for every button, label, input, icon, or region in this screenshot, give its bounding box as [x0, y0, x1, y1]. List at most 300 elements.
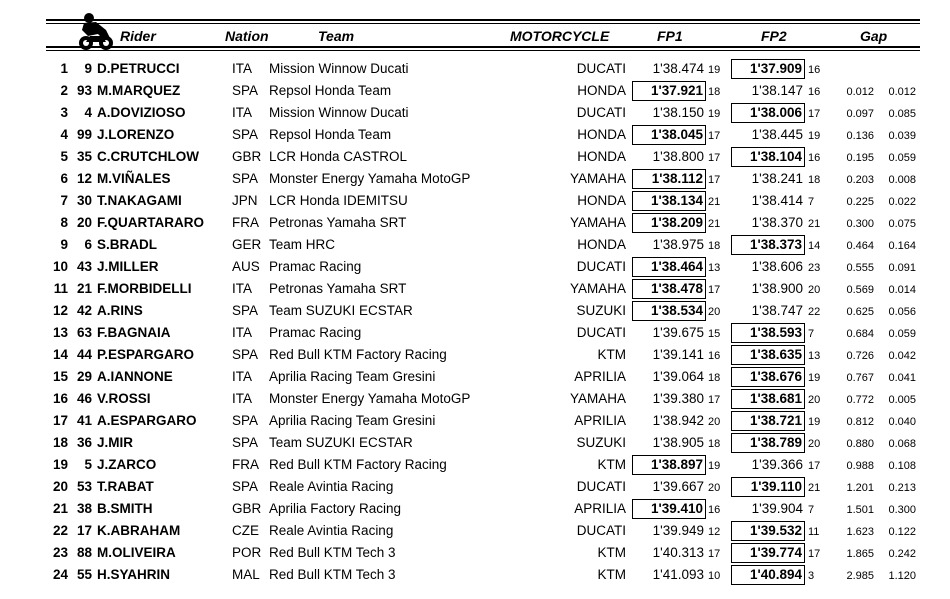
fp1-time-cell: 1'38.478 — [632, 279, 706, 299]
position-cell: 10 — [52, 259, 68, 274]
fp2-time-cell: 1'38.370 — [751, 215, 803, 230]
fp2-time-cell: 1'39.532 — [731, 521, 805, 541]
fp1-lap-cell: 13 — [708, 262, 721, 274]
nation-cell: SPA — [232, 303, 259, 318]
motorcycle-cell: KTM — [597, 347, 626, 362]
rider-name-cell: J.LORENZO — [97, 127, 175, 142]
gap-previous-cell: 0.056 — [888, 306, 916, 318]
fp1-lap-cell: 18 — [708, 372, 721, 384]
nation-cell: ITA — [232, 369, 252, 384]
rider-name-cell: H.SYAHRIN — [97, 567, 171, 582]
position-cell: 3 — [60, 105, 68, 120]
fp2-lap-cell: 20 — [808, 394, 821, 406]
header-team: Team — [318, 28, 355, 44]
fp1-time-cell: 1'38.150 — [652, 105, 704, 120]
fp1-lap-cell: 17 — [708, 152, 721, 164]
rider-name-cell: T.NAKAGAMI — [97, 193, 182, 208]
team-cell: Pramac Racing — [269, 259, 362, 274]
nation-cell: CZE — [232, 523, 259, 538]
motorcycle-cell: SUZUKI — [576, 435, 626, 450]
fp1-lap-cell: 19 — [708, 108, 721, 120]
rider-name-cell: F.BAGNAIA — [97, 325, 171, 340]
header-top-rule-thin — [46, 23, 920, 24]
fp2-lap-cell: 18 — [808, 174, 821, 186]
team-cell: LCR Honda CASTROL — [269, 149, 408, 164]
rider-name-cell: A.IANNONE — [97, 369, 173, 384]
nation-cell: FRA — [232, 457, 259, 472]
fp1-time-cell: 1'38.045 — [632, 125, 706, 145]
fp1-lap-cell: 20 — [708, 482, 721, 494]
rider-name-cell: C.CRUTCHLOW — [97, 149, 199, 164]
gap-first-cell: 0.555 — [846, 262, 874, 274]
header-rider: Rider — [120, 28, 156, 44]
fp1-time-cell: 1'38.534 — [632, 301, 706, 321]
rider-name-cell: J.MIR — [97, 435, 134, 450]
header-fp1: FP1 — [657, 28, 683, 44]
fp1-lap-cell: 17 — [708, 394, 721, 406]
gap-first-cell: 0.625 — [846, 306, 874, 318]
bike-number-cell: 21 — [76, 281, 92, 296]
position-cell: 18 — [52, 435, 68, 450]
bike-number-cell: 53 — [76, 479, 92, 494]
rider-name-cell: A.DOVIZIOSO — [97, 105, 186, 120]
bike-number-cell: 6 — [84, 237, 92, 252]
gap-first-cell: 0.136 — [846, 130, 874, 142]
fp2-lap-cell: 11 — [808, 526, 820, 538]
fp1-lap-cell: 20 — [708, 416, 721, 428]
position-cell: 8 — [60, 215, 68, 230]
fp2-lap-cell: 14 — [808, 240, 821, 252]
team-cell: Petronas Yamaha SRT — [269, 281, 407, 296]
nation-cell: SPA — [232, 171, 259, 186]
fp1-lap-cell: 21 — [708, 218, 721, 230]
rider-name-cell: S.BRADL — [97, 237, 157, 252]
fp2-lap-cell: 19 — [808, 130, 821, 142]
bike-number-cell: 38 — [76, 501, 92, 516]
motorcycle-cell: YAMAHA — [569, 215, 626, 230]
fp2-lap-cell: 16 — [808, 86, 821, 98]
fp1-time-cell: 1'38.975 — [652, 237, 704, 252]
nation-cell: JPN — [232, 193, 258, 208]
rider-name-cell: J.ZARCO — [97, 457, 157, 472]
fp1-lap-cell: 21 — [708, 196, 721, 208]
gap-first-cell: 0.880 — [846, 438, 874, 450]
gap-first-cell: 0.195 — [846, 152, 874, 164]
header-bottom-rule-thin — [46, 50, 920, 51]
team-cell: Team SUZUKI ECSTAR — [269, 435, 413, 450]
team-cell: Aprilia Racing Team Gresini — [269, 413, 436, 428]
table-row — [0, 542, 950, 564]
fp2-time-cell: 1'38.593 — [731, 323, 805, 343]
team-cell: Team SUZUKI ECSTAR — [269, 303, 413, 318]
position-cell: 6 — [60, 171, 68, 186]
table-row — [0, 102, 950, 124]
motorcycle-cell: APRILIA — [574, 369, 626, 384]
gap-first-cell: 0.225 — [846, 196, 874, 208]
rider-name-cell: M.VIÑALES — [97, 171, 171, 186]
gap-first-cell: 0.300 — [846, 218, 874, 230]
rider-name-cell: M.OLIVEIRA — [97, 545, 176, 560]
fp1-lap-cell: 16 — [708, 504, 721, 516]
nation-cell: SPA — [232, 83, 259, 98]
table-row — [0, 388, 950, 410]
fp2-lap-cell: 22 — [808, 306, 821, 318]
fp1-time-cell: 1'38.942 — [652, 413, 704, 428]
fp2-lap-cell: 7 — [808, 196, 815, 208]
team-cell: Repsol Honda Team — [269, 83, 392, 98]
fp2-lap-cell: 16 — [808, 152, 821, 164]
fp2-time-cell: 1'38.900 — [751, 281, 803, 296]
gap-first-cell: 0.464 — [846, 240, 874, 252]
fp1-lap-cell: 17 — [708, 548, 721, 560]
position-cell: 1 — [60, 61, 68, 76]
header-fp2: FP2 — [761, 28, 787, 44]
rider-name-cell: M.MARQUEZ — [97, 83, 181, 98]
header-top-rule — [46, 19, 920, 21]
gap-previous-cell: 0.300 — [888, 504, 916, 516]
fp2-lap-cell: 23 — [808, 262, 821, 274]
rider-name-cell: A.ESPARGARO — [97, 413, 197, 428]
rider-name-cell: T.RABAT — [97, 479, 154, 494]
header-bottom-rule — [46, 46, 920, 48]
nation-cell: SPA — [232, 435, 259, 450]
table-row — [0, 168, 950, 190]
fp1-lap-cell: 19 — [708, 64, 721, 76]
motorcycle-rider-icon — [76, 12, 116, 52]
table-row — [0, 124, 950, 146]
gap-first-cell: 0.684 — [846, 328, 874, 340]
nation-cell: SPA — [232, 347, 259, 362]
gap-first-cell: 0.772 — [846, 394, 874, 406]
motorcycle-cell: YAMAHA — [569, 281, 626, 296]
position-cell: 4 — [60, 127, 68, 142]
fp2-time-cell: 1'38.789 — [731, 433, 805, 453]
motorcycle-cell: KTM — [597, 567, 626, 582]
fp2-time-cell: 1'40.894 — [731, 565, 805, 585]
gap-previous-cell: 0.059 — [888, 328, 916, 340]
fp1-time-cell: 1'38.897 — [632, 455, 706, 475]
fp1-time-cell: 1'38.464 — [632, 257, 706, 277]
gap-previous-cell: 0.108 — [888, 460, 916, 472]
fp1-time-cell: 1'38.112 — [632, 169, 706, 189]
rider-name-cell: P.ESPARGARO — [97, 347, 195, 362]
bike-number-cell: 36 — [76, 435, 92, 450]
fp1-lap-cell: 15 — [708, 328, 721, 340]
team-cell: Petronas Yamaha SRT — [269, 215, 407, 230]
fp1-time-cell: 1'39.667 — [652, 479, 704, 494]
bike-number-cell: 12 — [76, 171, 92, 186]
team-cell: Red Bull KTM Factory Racing — [269, 457, 447, 472]
rider-name-cell: D.PETRUCCI — [97, 61, 180, 76]
gap-previous-cell: 0.012 — [888, 86, 916, 98]
bike-number-cell: 4 — [84, 105, 92, 120]
table-row — [0, 190, 950, 212]
gap-first-cell: 1.201 — [846, 482, 874, 494]
team-cell: Repsol Honda Team — [269, 127, 392, 142]
gap-first-cell: 1.501 — [846, 504, 874, 516]
fp2-lap-cell: 20 — [808, 438, 821, 450]
motorcycle-cell: DUCATI — [576, 479, 626, 494]
motorcycle-cell: APRILIA — [574, 413, 626, 428]
nation-cell: ITA — [232, 325, 252, 340]
fp1-time-cell: 1'38.800 — [652, 149, 704, 164]
fp2-lap-cell: 17 — [808, 108, 821, 120]
gap-previous-cell: 0.122 — [888, 526, 916, 538]
fp2-time-cell: 1'38.147 — [751, 83, 803, 98]
fp1-lap-cell: 17 — [708, 174, 721, 186]
fp1-time-cell: 1'39.949 — [652, 523, 704, 538]
fp2-lap-cell: 17 — [808, 460, 821, 472]
fp2-lap-cell: 19 — [808, 416, 821, 428]
motorcycle-cell: KTM — [597, 545, 626, 560]
gap-first-cell: 0.012 — [846, 86, 874, 98]
header-motorcycle: MOTORCYCLE — [510, 28, 610, 44]
bike-number-cell: 29 — [76, 369, 92, 384]
fp2-lap-cell: 7 — [808, 328, 815, 340]
position-cell: 5 — [60, 149, 68, 164]
fp1-time-cell: 1'38.134 — [632, 191, 706, 211]
gap-first-cell: 0.569 — [846, 284, 874, 296]
gap-previous-cell: 0.075 — [888, 218, 916, 230]
position-cell: 23 — [52, 545, 68, 560]
nation-cell: ITA — [232, 105, 252, 120]
header-gap: Gap — [860, 28, 888, 44]
nation-cell: ITA — [232, 391, 252, 406]
gap-previous-cell: 0.022 — [888, 196, 916, 208]
fp2-time-cell: 1'38.006 — [731, 103, 805, 123]
gap-previous-cell: 0.085 — [888, 108, 916, 120]
fp1-time-cell: 1'38.905 — [652, 435, 704, 450]
fp2-time-cell: 1'38.635 — [731, 345, 805, 365]
bike-number-cell: 55 — [76, 567, 92, 582]
team-cell: LCR Honda IDEMITSU — [269, 193, 408, 208]
gap-previous-cell: 0.005 — [888, 394, 916, 406]
table-row — [0, 80, 950, 102]
nation-cell: AUS — [232, 259, 260, 274]
nation-cell: SPA — [232, 479, 259, 494]
fp1-lap-cell: 20 — [708, 306, 721, 318]
fp1-lap-cell: 16 — [708, 350, 721, 362]
fp2-time-cell: 1'39.366 — [751, 457, 803, 472]
gap-first-cell: 0.812 — [846, 416, 874, 428]
team-cell: Pramac Racing — [269, 325, 362, 340]
bike-number-cell: 5 — [84, 457, 92, 472]
motorcycle-cell: DUCATI — [576, 259, 626, 274]
fp2-time-cell: 1'38.606 — [751, 259, 803, 274]
fp1-lap-cell: 18 — [708, 86, 721, 98]
team-cell: Mission Winnow Ducati — [269, 61, 409, 76]
gap-previous-cell: 0.040 — [888, 416, 916, 428]
motorcycle-cell: DUCATI — [576, 523, 626, 538]
bike-number-cell: 44 — [76, 347, 92, 362]
bike-number-cell: 88 — [76, 545, 92, 560]
position-cell: 16 — [52, 391, 68, 406]
fp2-lap-cell: 19 — [808, 372, 821, 384]
team-cell: Aprilia Factory Racing — [269, 501, 402, 516]
team-cell: Aprilia Racing Team Gresini — [269, 369, 436, 384]
team-cell: Red Bull KTM Tech 3 — [269, 545, 396, 560]
gap-previous-cell: 0.039 — [888, 130, 916, 142]
table-row — [0, 366, 950, 388]
team-cell: Red Bull KTM Tech 3 — [269, 567, 396, 582]
gap-previous-cell: 0.042 — [888, 350, 916, 362]
rider-name-cell: V.ROSSI — [97, 391, 151, 406]
gap-previous-cell: 0.068 — [888, 438, 916, 450]
gap-first-cell: 0.203 — [846, 174, 874, 186]
bike-number-cell: 63 — [76, 325, 92, 340]
rider-name-cell: B.SMITH — [97, 501, 153, 516]
rider-name-cell: A.RINS — [97, 303, 143, 318]
gap-previous-cell: 0.041 — [888, 372, 916, 384]
team-cell: Monster Energy Yamaha MotoGP — [269, 391, 471, 406]
gap-previous-cell: 1.120 — [888, 570, 916, 582]
fp2-lap-cell: 13 — [808, 350, 821, 362]
table-row — [0, 256, 950, 278]
fp1-lap-cell: 19 — [708, 460, 721, 472]
motorcycle-cell: DUCATI — [576, 105, 626, 120]
fp1-time-cell: 1'37.921 — [632, 81, 706, 101]
gap-first-cell: 0.097 — [846, 108, 874, 120]
motorcycle-cell: HONDA — [577, 149, 626, 164]
table-row — [0, 564, 950, 586]
gap-previous-cell: 0.164 — [888, 240, 916, 252]
position-cell: 24 — [52, 567, 68, 582]
motorcycle-cell: DUCATI — [576, 61, 626, 76]
fp2-time-cell: 1'38.747 — [751, 303, 803, 318]
motorcycle-cell: HONDA — [577, 193, 626, 208]
fp2-time-cell: 1'38.681 — [731, 389, 805, 409]
fp2-time-cell: 1'38.414 — [751, 193, 803, 208]
gap-previous-cell: 0.014 — [888, 284, 916, 296]
table-row — [0, 278, 950, 300]
fp2-time-cell: 1'38.373 — [731, 235, 805, 255]
bike-number-cell: 17 — [76, 523, 92, 538]
motorcycle-cell: KTM — [597, 457, 626, 472]
rider-name-cell: F.QUARTARARO — [97, 215, 204, 230]
fp2-lap-cell: 16 — [808, 64, 821, 76]
table-row — [0, 498, 950, 520]
fp2-lap-cell: 20 — [808, 284, 821, 296]
fp1-time-cell: 1'39.064 — [652, 369, 704, 384]
fp1-time-cell: 1'39.380 — [652, 391, 704, 406]
table-row — [0, 520, 950, 542]
fp1-time-cell: 1'40.313 — [652, 545, 704, 560]
bike-number-cell: 9 — [84, 61, 92, 76]
position-cell: 15 — [52, 369, 68, 384]
nation-cell: ITA — [232, 61, 252, 76]
table-row — [0, 476, 950, 498]
team-cell: Reale Avintia Racing — [269, 479, 394, 494]
nation-cell: SPA — [232, 413, 259, 428]
fp1-lap-cell: 12 — [708, 526, 721, 538]
position-cell: 22 — [52, 523, 68, 538]
nation-cell: GBR — [232, 501, 262, 516]
gap-previous-cell: 0.091 — [888, 262, 916, 274]
gap-first-cell: 0.767 — [846, 372, 874, 384]
motorcycle-cell: YAMAHA — [569, 171, 626, 186]
fp1-lap-cell: 17 — [708, 130, 721, 142]
fp2-time-cell: 1'38.721 — [731, 411, 805, 431]
position-cell: 17 — [52, 413, 68, 428]
team-cell: Monster Energy Yamaha MotoGP — [269, 171, 471, 186]
nation-cell: POR — [232, 545, 262, 560]
table-row — [0, 234, 950, 256]
gap-first-cell: 1.865 — [846, 548, 874, 560]
gap-first-cell: 2.985 — [846, 570, 874, 582]
motorcycle-cell: YAMAHA — [569, 391, 626, 406]
rider-name-cell: F.MORBIDELLI — [97, 281, 192, 296]
bike-number-cell: 99 — [76, 127, 92, 142]
bike-number-cell: 20 — [76, 215, 92, 230]
gap-previous-cell: 0.008 — [888, 174, 916, 186]
fp1-time-cell: 1'38.209 — [632, 213, 706, 233]
motorcycle-cell: DUCATI — [576, 325, 626, 340]
table-row — [0, 146, 950, 168]
motorcycle-cell: APRILIA — [574, 501, 626, 516]
motorcycle-cell: HONDA — [577, 83, 626, 98]
fp2-time-cell: 1'39.110 — [731, 477, 805, 497]
bike-number-cell: 43 — [76, 259, 92, 274]
position-cell: 21 — [52, 501, 68, 516]
table-row — [0, 58, 950, 80]
fp2-time-cell: 1'38.676 — [731, 367, 805, 387]
position-cell: 2 — [60, 83, 68, 98]
fp2-time-cell: 1'37.909 — [731, 59, 805, 79]
fp2-time-cell: 1'38.104 — [731, 147, 805, 167]
fp2-lap-cell: 21 — [808, 218, 821, 230]
bike-number-cell: 42 — [76, 303, 92, 318]
position-cell: 12 — [52, 303, 68, 318]
motorcycle-cell: HONDA — [577, 237, 626, 252]
table-row — [0, 344, 950, 366]
table-row — [0, 212, 950, 234]
position-cell: 19 — [52, 457, 68, 472]
fp2-time-cell: 1'38.445 — [751, 127, 803, 142]
team-cell: Team HRC — [269, 237, 336, 252]
position-cell: 20 — [52, 479, 68, 494]
fp2-time-cell: 1'39.774 — [731, 543, 805, 563]
fp1-lap-cell: 17 — [708, 284, 721, 296]
bike-number-cell: 30 — [76, 193, 92, 208]
fp2-lap-cell: 17 — [808, 548, 821, 560]
motorcycle-cell: HONDA — [577, 127, 626, 142]
rider-name-cell: K.ABRAHAM — [97, 523, 181, 538]
fp2-lap-cell: 3 — [808, 570, 815, 582]
gap-first-cell: 1.623 — [846, 526, 874, 538]
fp2-lap-cell: 7 — [808, 504, 815, 516]
gap-first-cell: 0.988 — [846, 460, 874, 472]
fp1-time-cell: 1'39.410 — [632, 499, 706, 519]
team-cell: Reale Avintia Racing — [269, 523, 394, 538]
bike-number-cell: 41 — [76, 413, 92, 428]
position-cell: 7 — [60, 193, 68, 208]
fp2-time-cell: 1'39.904 — [751, 501, 803, 516]
nation-cell: SPA — [232, 127, 259, 142]
bike-number-cell: 93 — [76, 83, 92, 98]
fp1-time-cell: 1'39.141 — [652, 347, 704, 362]
fp1-lap-cell: 18 — [708, 240, 721, 252]
motorcycle-cell: SUZUKI — [576, 303, 626, 318]
gap-previous-cell: 0.242 — [888, 548, 916, 560]
table-row — [0, 454, 950, 476]
nation-cell: GBR — [232, 149, 262, 164]
fp2-time-cell: 1'38.241 — [751, 171, 803, 186]
position-cell: 14 — [52, 347, 68, 362]
table-row — [0, 432, 950, 454]
fp1-time-cell: 1'41.093 — [652, 567, 704, 582]
nation-cell: ITA — [232, 281, 252, 296]
team-cell: Red Bull KTM Factory Racing — [269, 347, 447, 362]
